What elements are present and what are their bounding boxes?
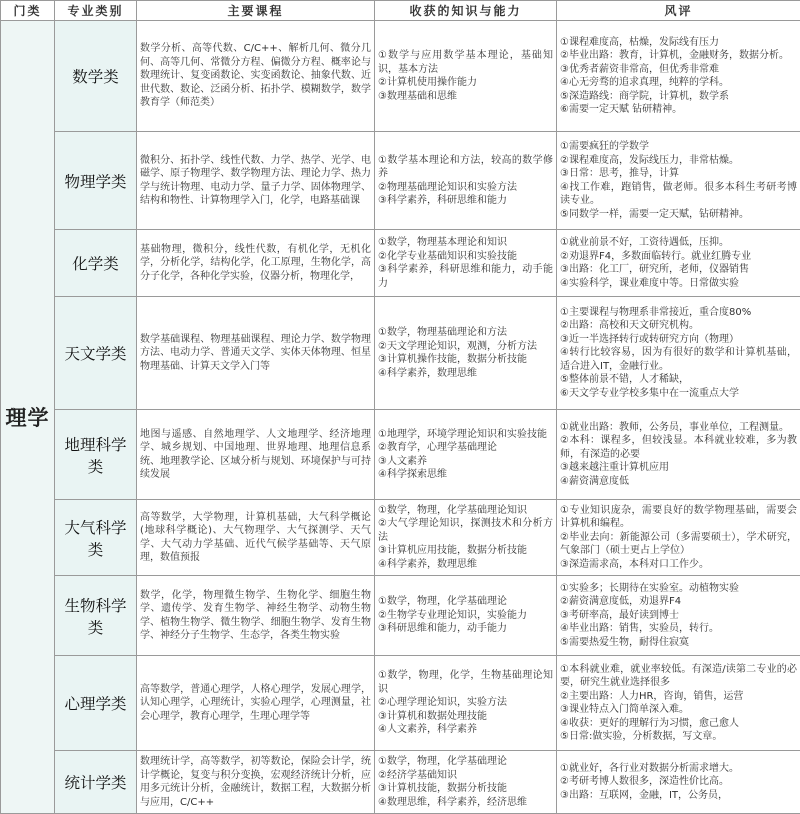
comment-item: ⑤深造路线：商学院，计算机，数学系 [560, 90, 797, 104]
major-cell: 生物科学类 [55, 576, 137, 656]
comment-item: ⑥需要一定天赋 钻研精神。 [560, 103, 797, 117]
table-row [1, 576, 800, 656]
ability-item: ④人文素养，科学素养 [378, 723, 553, 737]
comment-item: ①实验多；长期待在实验室。动植物实验 [560, 582, 797, 596]
comment-item: ④找工作难，跑销售，做老师。很多本科生考研考博读专业。 [560, 181, 797, 208]
comment-item: ①就业前景不好，工资待遇低，压抑。 [560, 236, 797, 250]
comment-item: ③出路：化工厂，研究所，老师，仪器销售 [560, 263, 797, 277]
abilities-cell [375, 230, 557, 297]
ability-item: ②心理学理论知识，实验方法 [378, 696, 553, 710]
header-courses: 主要课程 [137, 1, 375, 21]
comment-item: ②劝退界F4，多数面临转行。就业红腾专业 [560, 250, 797, 264]
comment-item: ④实验科学，课业难度中等。日常做实验 [560, 277, 797, 291]
comment-item: ⑤同数学一样，需要一定天赋，钻研精神。 [560, 208, 797, 222]
header-row [1, 1, 800, 21]
comment-item: ④收获：更好的理解行为习惯，愈己愈人 [560, 717, 797, 731]
comment-item: ①主要课程与物理系非常接近，重合度80% [560, 306, 797, 320]
courses-cell: 地图与遥感、自然地理学、人文地理学、经济地理学、城乡规划、中国地理、世界地理、地理信息系统、地理教学论、区域分析与规划、环境保护与可持续发展 [137, 410, 375, 500]
comment-item: ①就业出路：教师，公务员，事业单位，工程测量。 [560, 421, 797, 435]
comment-item: ②课程难度高，发际线压力，非常枯燥。 [560, 154, 797, 168]
courses-cell: 数学，化学，物理微生物学、生物化学、细胞生物学、遗传学、发育生物学、神经生物学、动物生物学、植物生物学、微生物学、细胞生物学、发育生物学、神经分子生物学、生态学，各类生物实验 [137, 576, 375, 656]
header-major: 专业类别 [55, 1, 137, 21]
abilities-cell [375, 410, 557, 500]
comment-item: ②考研考博人数很多，深造性价比高。 [560, 775, 797, 789]
major-cell: 统计学类 [55, 751, 137, 814]
ability-item: ③计算机技能，数据分析技能 [378, 782, 553, 796]
comments-cell [557, 751, 800, 814]
ability-item: ①数学，物理，化学基础理论知识 [378, 504, 553, 518]
table-row [1, 500, 800, 576]
comment-item: ①需要疯狂的学数学 [560, 140, 797, 154]
ability-item: ①数学基本理论和方法，较高的数学修养 [378, 154, 553, 181]
abilities-cell [375, 132, 557, 230]
comment-item: ③课业特点入门简单深入难。 [560, 703, 797, 717]
abilities-cell [375, 656, 557, 751]
courses-cell: 数学分析、高等代数、C/C++、解析几何、微分几何、高等几何、常微分方程、偏微分方程、概率论与数理统计、复变函数论、实变函数论、抽象代数、近世代数、数论、泛函分析、拓扑学、模糊数学，数学教育学（师范类） [137, 21, 375, 132]
comment-item: ⑤需要热爱生物，耐得住寂寞 [560, 636, 797, 650]
comment-item: ③日常：思考，推导，计算 [560, 167, 797, 181]
comments-cell [557, 500, 800, 576]
table-row [1, 132, 800, 230]
comments-cell [557, 656, 800, 751]
courses-cell: 数理统计学，高等数学，初等数论，保险会计学，统计学概论，复变与积分变换，宏观经济统计分析，应用多元统计分析，金融统计，数据工程，大数据分析与应用，C/C++ [137, 751, 375, 814]
comment-item: ③越来越注重计算机应用 [560, 461, 797, 475]
comment-item: ③近一半选择转行或转研究方向（物理） [560, 333, 797, 347]
major-cell: 天文学类 [55, 297, 137, 410]
ability-item: ③科学素养，科研思维和能力 [378, 194, 553, 208]
table-row [1, 656, 800, 751]
major-cell: 心理学类 [55, 656, 137, 751]
ability-item: ①数学，物理基础理论和方法 [378, 326, 553, 340]
table-row [1, 410, 800, 500]
major-cell: 地理科学类 [55, 410, 137, 500]
comment-item: ④薪资满意度低 [560, 475, 797, 489]
major-cell: 大气科学类 [55, 500, 137, 576]
ability-item: ①数学，物理，化学，生物基础理论知识 [378, 669, 553, 696]
major-cell: 数学类 [55, 21, 137, 132]
abilities-cell [375, 500, 557, 576]
ability-item: ④科学素养，数理思维 [378, 558, 553, 572]
comment-item: ②毕业去向：新能源公司（多需要硕士），学术研究，气象部门（硕士更占上学位） [560, 531, 797, 558]
abilities-cell [375, 21, 557, 132]
comment-item: ⑤整体前景不错，人才稀缺， [560, 373, 797, 387]
abilities-cell [375, 576, 557, 656]
comment-item: ①就业好，各行业对数据分析需求增大。 [560, 762, 797, 776]
comment-item: ②毕业出路：教育，计算机，金融财务，数据分析。 [560, 49, 797, 63]
comments-cell [557, 576, 800, 656]
comment-item: ⑥天文学专业学校多集中在一流重点大学 [560, 387, 797, 401]
ability-item: ②教育学，心理学基础理论 [378, 441, 553, 455]
header-category: 门类 [1, 1, 55, 21]
table-row [1, 297, 800, 410]
comment-item: ⑤日常:做实验，分析数据，写文章。 [560, 730, 797, 744]
abilities-cell [375, 297, 557, 410]
comments-cell [557, 230, 800, 297]
header-comments: 风评 [557, 1, 800, 21]
ability-item: ③科研思维和能力，动手能力 [378, 622, 553, 636]
table-row [1, 21, 800, 132]
major-cell: 物理学类 [55, 132, 137, 230]
ability-item: ②物理基础理论知识和实验方法 [378, 181, 553, 195]
comment-item: ③深造需求高，本科对口工作少。 [560, 558, 797, 572]
ability-item: ②化学专业基础知识和实验技能 [378, 250, 553, 264]
courses-cell: 基础物理，微积分，线性代数，有机化学，无机化学，分析化学，结构化学，化工原理，生物化学，高分子化学，各种化学实验，仪器分析，物理化学， [137, 230, 375, 297]
comments-cell [557, 132, 800, 230]
ability-item: ②经济学基础知识 [378, 769, 553, 783]
comment-item: ②主要出路：人力HR，咨询，销售，运营 [560, 690, 797, 704]
ability-item: ③计算机操作技能，数据分析技能 [378, 353, 553, 367]
ability-item: ③计算机和数据处理技能 [378, 710, 553, 724]
comment-item: ②薪资满意度低，劝退界F4 [560, 595, 797, 609]
comments-cell [557, 410, 800, 500]
ability-item: ①数学，物理，化学基础理论 [378, 755, 553, 769]
ability-item: ①地理学，环境学理论知识和实验技能 [378, 428, 553, 442]
ability-item: ②计算机使用操作能力 [378, 76, 553, 90]
comments-cell [557, 21, 800, 132]
header-abilities: 收获的知识与能力 [375, 1, 557, 21]
ability-item: ③计算机应用技能，数据分析技能 [378, 544, 553, 558]
comment-item: ②本科：课程多，但较浅显。本科就业较难，多为教师，有深造的必要 [560, 434, 797, 461]
table-row [1, 751, 800, 814]
courses-cell: 高等数学，大学物理，计算机基础，大气科学概论(地球科学概论)、大气物理学、大气探测学、天气学、大气动力学基础、近代气候学基础等、天气原理，数值预报 [137, 500, 375, 576]
comment-item: ②出路：高校和天文研究机构。 [560, 319, 797, 333]
courses-cell: 高等数学，普通心理学，人格心理学，发展心理学，认知心理学，心理统计，实验心理学，心理测量，社会心理学，教育心理学，生理心理学等 [137, 656, 375, 751]
comment-item: ①专业知识庞杂，需要良好的数学物理基础，需要会计算机和编程。 [560, 504, 797, 531]
ability-item: ①数学与应用数学基本理论，基础知识，基本方法 [378, 49, 553, 76]
ability-item: ①数学，物理基本理论和知识 [378, 236, 553, 250]
comment-item: ④心无旁骛的追求真理，纯粹的学科。 [560, 76, 797, 90]
comment-item: ①本科就业难，就业率较低。有深造/读第二专业的必要，研究生就业选择很多 [560, 663, 797, 690]
ability-item: ②大气学理论知识，探测技术和分析方法 [378, 517, 553, 544]
comment-item: ③出路：互联网，金融，IT，公务员， [560, 789, 797, 803]
major-cell: 化学类 [55, 230, 137, 297]
comment-item: ④转行比较容易，因为有很好的数学和计算机基础，适合进入IT，金融行业。 [560, 346, 797, 373]
courses-cell: 数学基础课程、物理基础课程、理论力学、数学物理方法、电动力学、普通天文学、实体天体物理、恒星物理基础、计算天文学入门等 [137, 297, 375, 410]
comment-item: ④毕业出路：销售，实验员，转行。 [560, 622, 797, 636]
ability-item: ④科学素养，数理思维 [378, 367, 553, 381]
ability-item: ④科学探索思维 [378, 468, 553, 482]
category-cell: 理学 [1, 21, 55, 814]
ability-item: ④数理思维，科学素养，经济思维 [378, 796, 553, 810]
abilities-cell [375, 751, 557, 814]
comment-item: ③优秀者薪资非常高，但优秀非常难 [560, 63, 797, 77]
ability-item: ③数理基础和思维 [378, 90, 553, 104]
comment-item: ③考研率高，最好读到博士 [560, 609, 797, 623]
courses-cell: 微积分、拓扑学、线性代数、力学、热学、光学、电磁学、原子物理学、数学物理方法、理论力学、热力学与统计物理、电动力学、量子力学、固体物理学、结构和物性、计算物理学入门，化学，电路基础课 [137, 132, 375, 230]
ability-item: ③科学素养，科研思维和能力，动手能力 [378, 263, 553, 290]
ability-item: ②天文学理论知识，观测，分析方法 [378, 340, 553, 354]
comment-item: ①课程难度高，枯燥，发际线有压力 [560, 36, 797, 50]
ability-item: ②生物学专业理论知识，实验能力 [378, 609, 553, 623]
comments-cell [557, 297, 800, 410]
table-row [1, 230, 800, 297]
ability-item: ③人文素养 [378, 455, 553, 469]
ability-item: ①数学，物理，化学基础理论 [378, 595, 553, 609]
